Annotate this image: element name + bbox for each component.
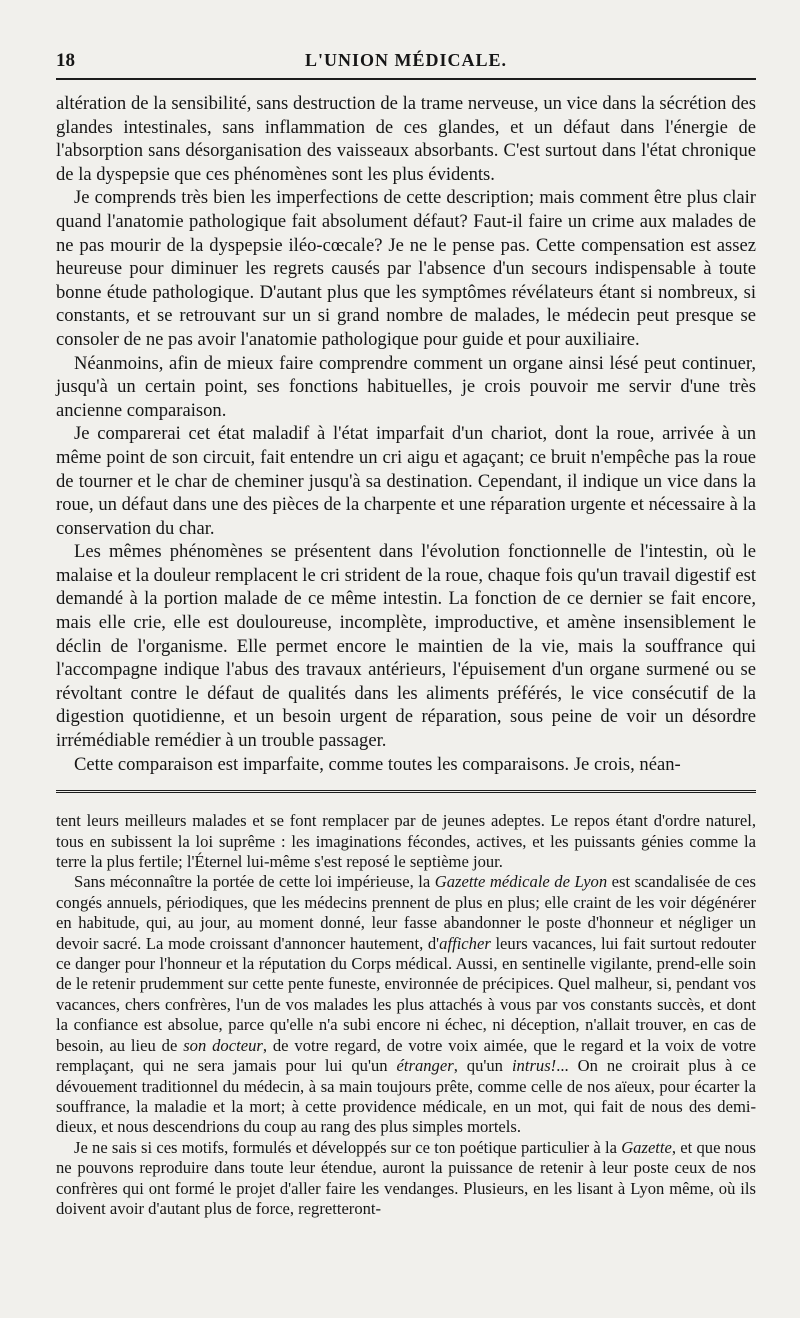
paragraph-3: Néanmoins, afin de mieux faire comprendre comment un organe ainsi lésé peut continuer, jusqu'à un certain point, ses fonctions habituelles, je crois pouvoir me servir d'une très ancienne comparaison. bbox=[56, 352, 756, 421]
journal-title: L'UNION MÉDICALE. bbox=[304, 50, 508, 70]
text-run: ... On ne croirait plus à ce dévouement traditionnel du médecin, à sa main toujours prête, comme celle de nos aïeux, pour écarter la souffrance, la maladie et la mort; à cette providence médicale, en un mot, qui fait de nous des demi-dieux, et nous descendrions du coup au rang des plus simples mortels. bbox=[56, 1056, 756, 1137]
page-number: 18 bbox=[56, 50, 75, 71]
feuilleton-text bbox=[56, 811, 756, 1219]
text-run: est scandalisée de ces congés annuels, périodiques, que les médecins prennent de plus en plus; elle craint de les voir dégénérer en habitude, qui, au jour, au moment donné, leur fasse abandonner le poste d'honneur et négliger un devoir sacré. La mode croissant d'annoncer hautement, d' bbox=[56, 872, 756, 953]
text-run: Sans méconnaître la portée de cette loi impérieuse, la bbox=[74, 872, 435, 892]
text-run: Je ne sais si ces motifs, formulés et développés sur ce ton poétique particulier à la bbox=[74, 1137, 622, 1157]
feuilleton-paragraph-1: tent leurs meilleurs malades et se font remplacer par de jeunes adeptes. Le repos étant d'ordre naturel, tous en subissent la loi suprême : les imaginations fécondes, actives, et les puissants génies comme la terre la plus fertile; l'Éternel lui-même s'est reposé le septième jour. bbox=[56, 811, 756, 872]
journal-name-italic: Gazette médicale de Lyon bbox=[434, 872, 608, 892]
journal-name-italic: Gazette bbox=[621, 1137, 672, 1157]
italic-word: son docteur bbox=[183, 1035, 263, 1055]
text-run: , de votre regard, de votre voix aimée, que le regard et la voix de votre remplaçant, qui ne sera jamais pour lui qu'un bbox=[56, 1035, 756, 1076]
feuilleton-separator bbox=[56, 790, 756, 793]
paragraph-2: Je comprends très bien les imperfections de cette description; mais comment être plus clair quand l'anatomie pathologique fait absolument défaut? Faut-il faire un crime aux malades de ne pas mourir de la dyspepsie iléo-cœcale? Je ne le pense pas. Cette compensation est assez heureuse pour diminuer les regrets causés par l'absence d'un secours indispensable à toute bonne étude pathologique. D'autant plus que les symptômes révélateurs étant si nombreux, si constants, et se retrouvant sur un si grand nombre de malades, le médecin peut presque se consoler de ne pas avoir l'anatomie pathologique pour guide et pour auxiliaire. bbox=[56, 187, 756, 350]
running-head bbox=[56, 44, 756, 80]
feuilleton-paragraph-2 bbox=[56, 872, 756, 1137]
text-run: , qu'un bbox=[453, 1056, 512, 1076]
paragraph-1: altération de la sensibilité, sans destruction de la trame nerveuse, un vice dans la sécrétion des glandes intestinales, sans inflammation de ces glandes, et un défaut dans l'énergie de l'absorption sans désorganisation des vaisseaux absorbants. C'est surtout dans l'état chronique de la dyspepsie que ces phénomènes sont les plus évidents. bbox=[56, 93, 756, 185]
italic-word: afficher bbox=[439, 933, 491, 953]
text-run: , et que nous ne pouvons reproduire dans toute leur étendue, auront la puissance de retenir à leur poste ceux de nos confrères qui ont formé le projet d'aller faire les vendanges. Plusieurs, en les lisant à Lyon même, où ils doivent avoir d'autant plus de force, regretteront- bbox=[56, 1137, 756, 1218]
text-run: leurs vacances, lui fait surtout redouter ce danger pour l'honneur et la réputation du Corps médical. Aussi, en sentinelle vigilante, prend-elle soin de le retenir prudemment sur cette pente funeste, environnée de précipices. Quel malheur, si, pendant vos vacances, chers confrères, l'un de vos malades les plus attachés à vous par vos constants succès, et dont la confiance est absolue, parce qu'elle n'a subi encore ni échec, ni déception, n'allait trouver, en cas de besoin, au lieu de bbox=[56, 933, 756, 1055]
italic-word: intrus! bbox=[511, 1056, 557, 1076]
paragraph-6: Cette comparaison est imparfaite, comme toutes les comparaisons. Je crois, néan- bbox=[74, 753, 681, 775]
paragraph-4: Je comparerai cet état maladif à l'état imparfait d'un chariot, dont la roue, arrivée à un même point de son circuit, fait entendre un cri aigu et agaçant; ce bruit n'empêche pas la roue de tourner et le char de cheminer jusqu'à sa destination. Cependant, il indique un vice dans la roue, un défaut dans une des pièces de la charpente et une réparation urgente et nécessaire à la conservation du char. bbox=[56, 423, 756, 539]
main-article-text bbox=[56, 92, 756, 776]
paragraph-5: Les mêmes phénomènes se présentent dans l'évolution fonctionnelle de l'intestin, où le malaise et la douleur remplacent le cri strident de la roue, chaque fois qu'un travail digestif est demandé à la portion malade de ce même intestin. La fonction de ce dernier se fait encore, mais elle crie, elle est douloureuse, incomplète, improductive, et amène insensiblement le déclin de l'organisme. Elle permet encore le maintien de la vie, mais la souffrance qui l'accompagne indique l'abus des travaux antérieurs, l'épuisement d'un organe surmené ou se révoltant contre le défaut de qualités dans les aliments préférés, le vice consécutif de la digestion quotidienne, et un besoin urgent de réparation, sous peine de voir un désordre irrémédiable remédier à un trouble passager. bbox=[56, 541, 756, 752]
italic-word: étranger bbox=[396, 1056, 454, 1076]
feuilleton-paragraph-3 bbox=[56, 1138, 756, 1220]
